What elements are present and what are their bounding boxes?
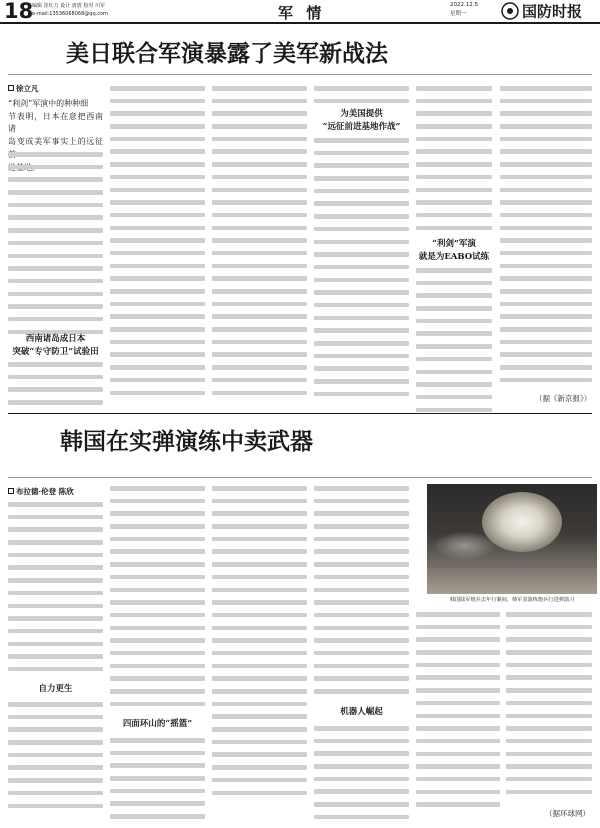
article2-column-4: [314, 486, 409, 702]
article2-column-3: [212, 486, 307, 803]
issue-date: 2022.12.5 星期一: [450, 2, 478, 17]
artillery-photo: [427, 484, 597, 594]
article2-column-1: [8, 502, 103, 680]
section-title: 军 情: [278, 4, 326, 22]
article1-divider: [8, 74, 592, 75]
article2-subhead-1: 自力更生: [38, 684, 73, 694]
article1-column-3: [212, 86, 307, 403]
masthead-logo: [500, 1, 596, 21]
article2-subhead-2: 四面环山的“摇篮”: [122, 719, 193, 729]
article1-column-1: [8, 152, 103, 342]
article2-column-5: [416, 612, 500, 815]
article2-subhead-3: 机器人崛起: [340, 707, 383, 717]
article2-column-2: [110, 486, 205, 714]
article1-column-5b: [416, 268, 492, 420]
article2-column-6: [506, 612, 592, 802]
article2-divider: [8, 477, 592, 478]
article1-subhead-1: 西南诸岛成日本 突破“专守防卫”试验田: [12, 334, 99, 357]
article1-column-5: [416, 86, 492, 238]
article1-headline: 美日联合军演暴露了美军新战法: [66, 40, 388, 67]
article2-credit: （据环球网）: [545, 809, 590, 818]
article2-byline: 布拉德·伦登 陈欣: [8, 486, 74, 497]
byline-box-icon: [8, 85, 14, 91]
page-number: 18: [4, 0, 34, 23]
editor-credits: 编辑 崔红力 设计 唐震 校对 川军 e-mail:13536068068@qq.com: [32, 3, 108, 17]
article1-column-1b: [8, 362, 103, 413]
article1-credit: （据《新京报》）: [535, 394, 592, 403]
article1-column-2: [110, 86, 205, 403]
article-separator: [8, 413, 592, 414]
photo-caption: 韩国陆军炮兵去年行案间，韩军表演练炮兵行进弹演习: [449, 597, 575, 603]
article1-subhead-3: “利剑”军演 就是为EABO试练: [418, 239, 490, 262]
article1-byline: 徐立凡: [8, 83, 39, 94]
article1-column-6: [500, 86, 592, 391]
article1-lead: “利剑”军演中的种种细 节表明，日本在意把西南诸 岛变成美军事实上的远征: [8, 99, 103, 147]
article2-column-4b: [314, 726, 409, 828]
byline-box-icon: [8, 488, 14, 494]
article2-headline: 韩国在实弹演练中卖武器: [60, 428, 313, 455]
article2-column-1b: [8, 702, 103, 816]
article1-column-4: [314, 138, 409, 404]
article1-subhead-2: 为美国提供 “远征前进基地作战”: [322, 109, 401, 132]
masthead-text: 国防时报: [522, 2, 583, 21]
article2-column-2b: [110, 738, 205, 827]
page-header: [0, 0, 600, 24]
